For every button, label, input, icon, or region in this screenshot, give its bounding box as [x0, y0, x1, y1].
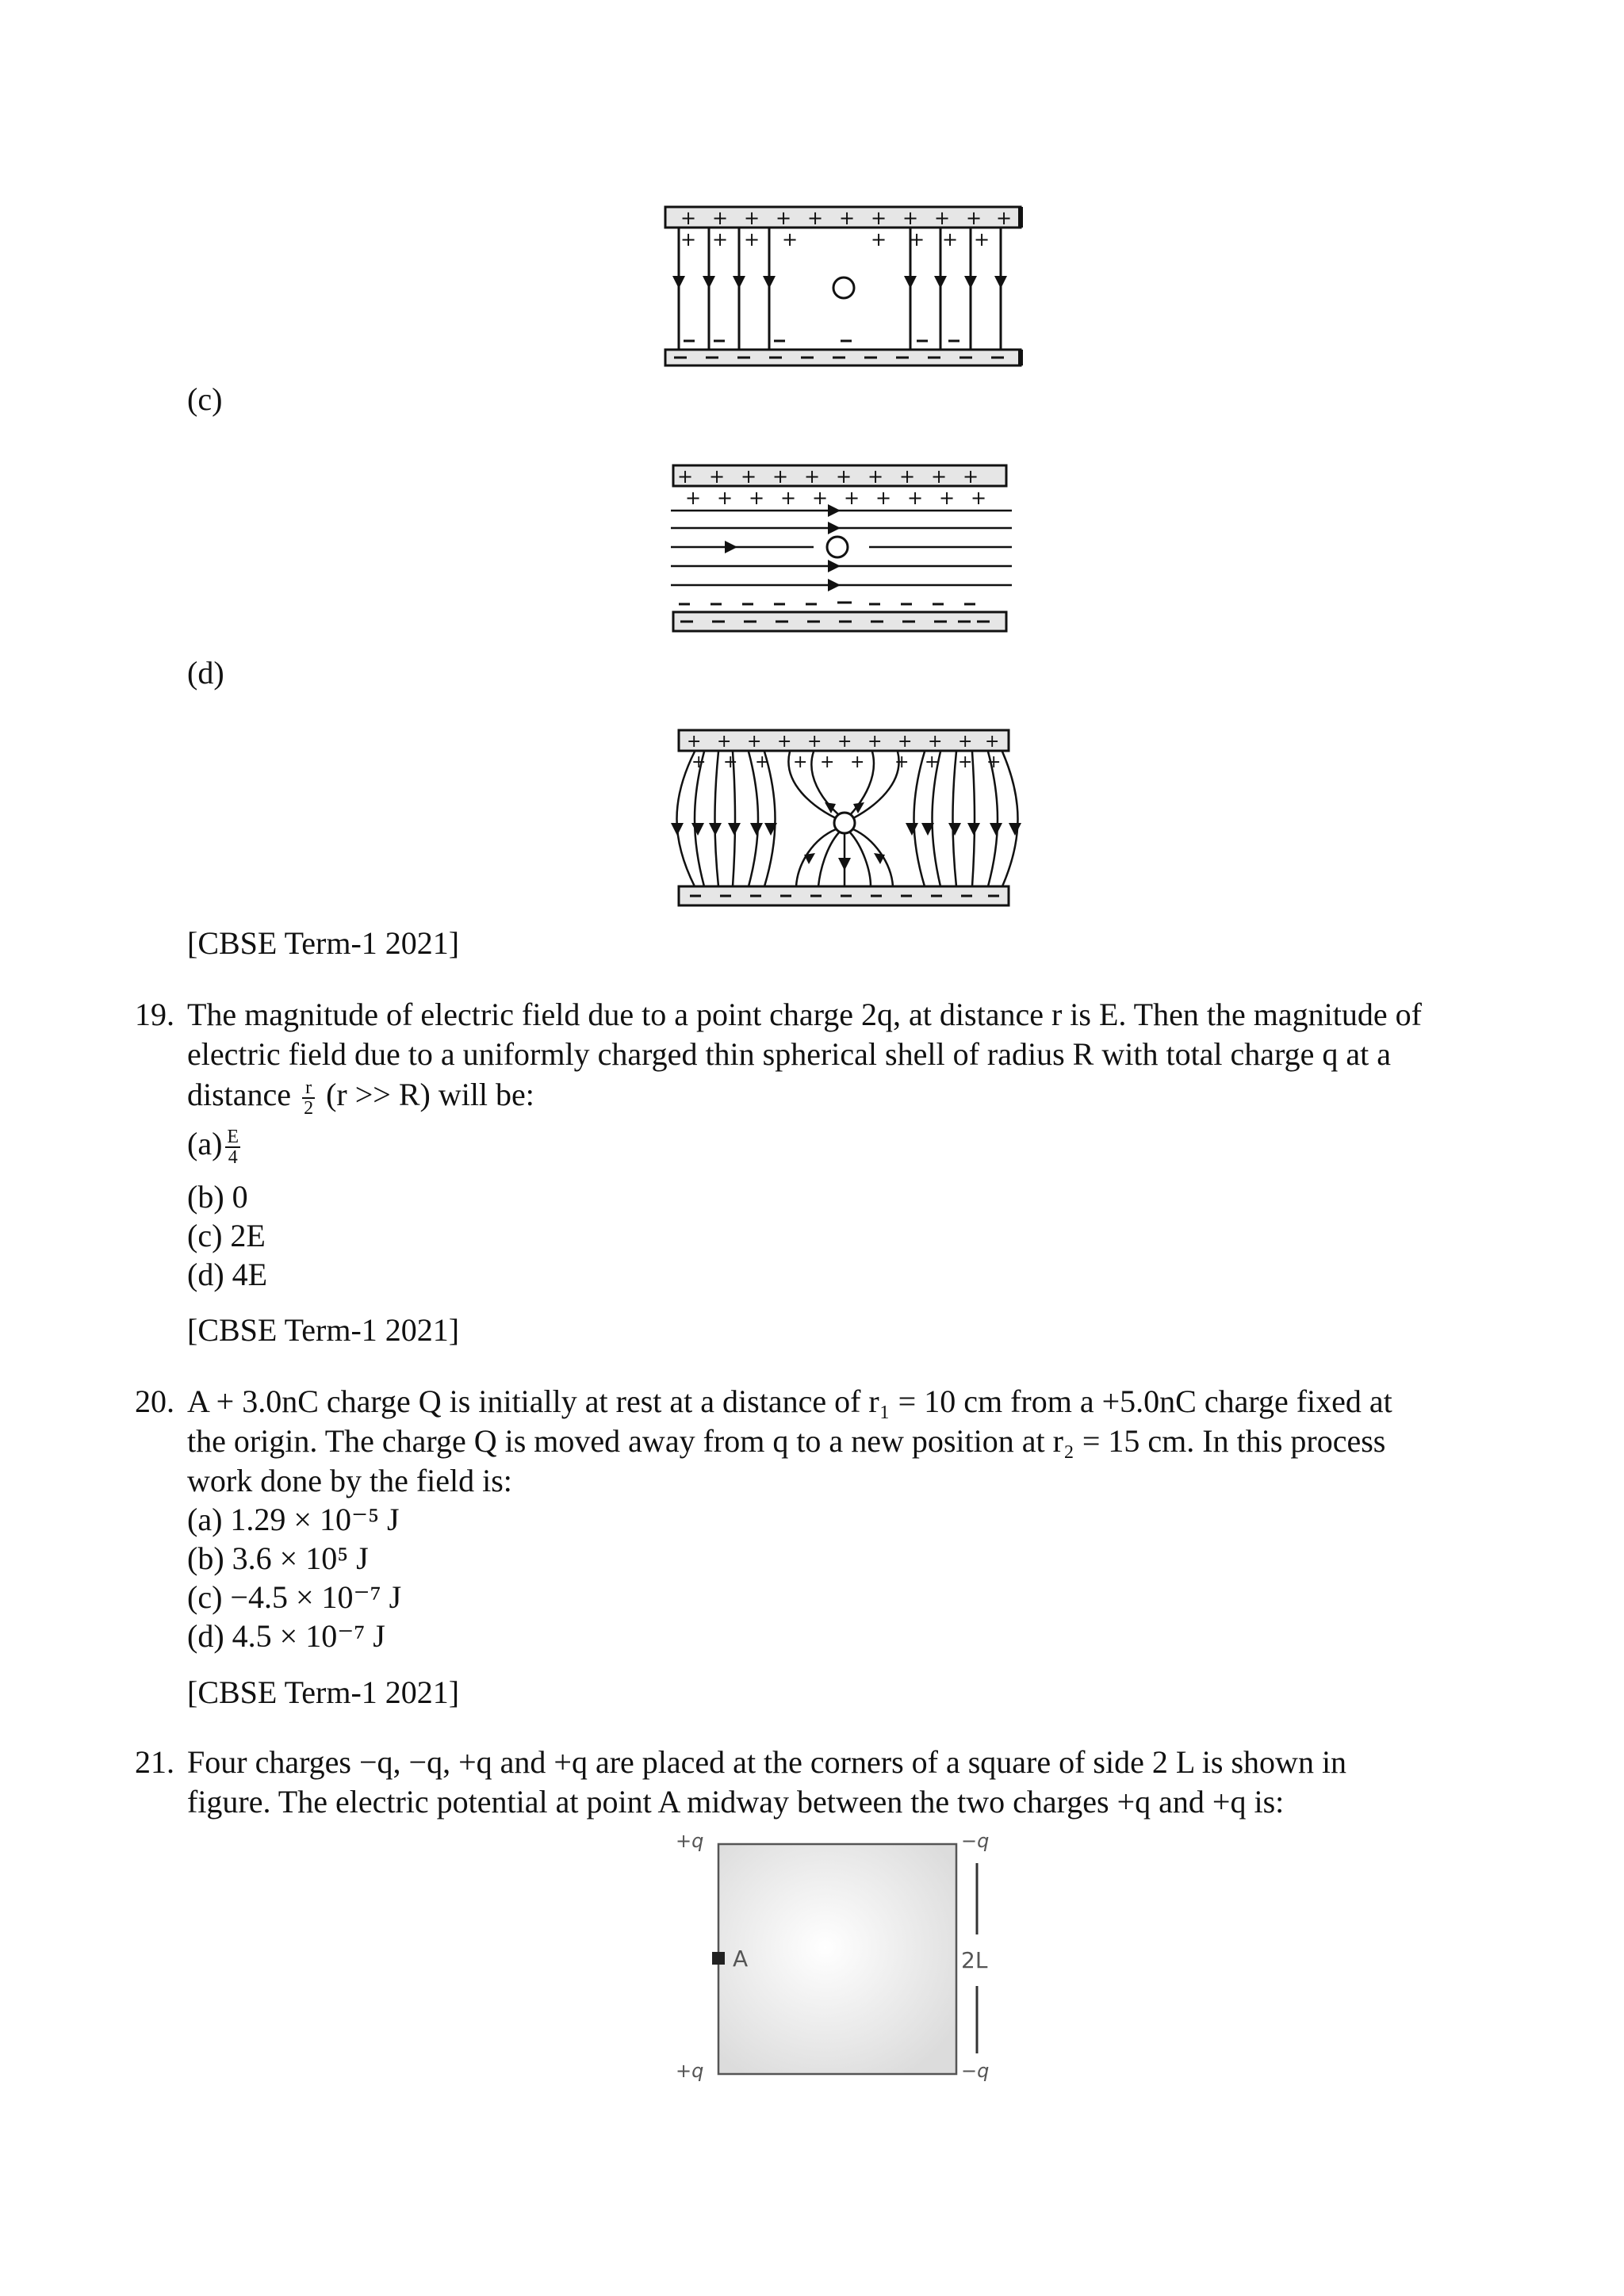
q19-option-d[interactable]: (d) 4E	[187, 1257, 268, 1292]
svg-text:+: +	[871, 228, 887, 251]
svg-text:+: +	[898, 732, 913, 752]
q19-option-b[interactable]: (b) 0	[187, 1179, 248, 1215]
question-21-line-2: figure. The electric potential at point A midway between the two charges +q and +q is:	[187, 1784, 1285, 1820]
svg-text:+: +	[782, 228, 799, 251]
svg-text:+: +	[902, 207, 919, 229]
figure-square-charges	[666, 1823, 1015, 2085]
svg-text:+: +	[741, 465, 757, 488]
question-19-line-2: electric field due to a uniformly charged thin spherical shell of radius R with total charge q at a	[187, 1036, 1392, 1072]
q19-fraction-denominator: 2	[304, 1097, 314, 1119]
svg-text:+: +	[804, 465, 821, 488]
question-19-number: 19.	[135, 997, 174, 1032]
svg-text:+: +	[717, 732, 732, 752]
q19-fraction-numerator: r	[302, 1078, 315, 1099]
q19-condition: (r >> R) will be:	[326, 1077, 534, 1112]
svg-text:+: +	[837, 732, 852, 752]
question-20-line-1: A + 3.0nC charge Q is initially at rest at a distance of r₁ = 10 cm from a +5.0nC charge fixed at	[187, 1383, 1392, 1419]
svg-text:+: +	[680, 228, 697, 251]
svg-text:+: +	[685, 487, 702, 509]
svg-text:+: +	[747, 732, 762, 752]
figure-option-d-plates	[663, 728, 1028, 910]
figure-option-c-plates	[671, 463, 1012, 637]
svg-text:+: +	[986, 752, 1002, 772]
svg-text:+: +	[709, 465, 726, 488]
svg-text:+: +	[875, 487, 892, 509]
question-21-number: 21.	[135, 1744, 174, 1780]
point-a-marker	[712, 1952, 725, 1965]
svg-text:+: +	[776, 207, 792, 229]
source-tag-q19: [CBSE Term-1 2021]	[187, 1312, 460, 1348]
question-20-line-3: work done by the field is:	[187, 1463, 512, 1498]
svg-text:+: +	[909, 228, 925, 251]
source-tag-q20: [CBSE Term-1 2021]	[187, 1674, 460, 1710]
svg-text:+: +	[958, 732, 973, 752]
q19-option-c[interactable]: (c) 2E	[187, 1218, 266, 1253]
svg-text:+: +	[928, 732, 943, 752]
question-21-line-1: Four charges −q, −q, +q and +q are placed at the corners of a square of side 2 L is shown in	[187, 1744, 1347, 1780]
svg-text:+: +	[780, 487, 797, 509]
q19-distance-word: distance	[187, 1077, 292, 1112]
q20-option-b[interactable]: (b) 3.6 × 10⁵ J	[187, 1540, 369, 1576]
q19-option-a[interactable]	[187, 1124, 243, 1167]
svg-text:+: +	[807, 732, 822, 752]
svg-text:+: +	[820, 752, 835, 772]
point-a-label: A	[733, 1946, 749, 1972]
svg-text:+: +	[966, 207, 982, 229]
q19-option-a-numerator: E	[227, 1126, 239, 1147]
q19-distance-fraction	[302, 1078, 315, 1118]
svg-text:+: +	[839, 207, 856, 229]
source-tag-q18: [CBSE Term-1 2021]	[187, 925, 460, 961]
svg-text:+: +	[934, 207, 951, 229]
svg-text:+: +	[996, 207, 1013, 229]
svg-text:+: +	[691, 752, 707, 772]
svg-text:+: +	[772, 465, 789, 488]
svg-text:+: +	[850, 752, 865, 772]
svg-text:+: +	[717, 487, 733, 509]
q20-option-c[interactable]: (c) −4.5 × 10⁻⁷ J	[187, 1579, 402, 1615]
svg-text:+: +	[687, 732, 702, 752]
svg-text:+: +	[894, 752, 910, 772]
svg-text:+: +	[868, 465, 884, 488]
svg-text:+: +	[931, 465, 948, 488]
charge-bottom-left: +q	[676, 2060, 704, 2082]
svg-text:+: +	[971, 487, 987, 509]
question-20-line-2: the origin. The charge Q is moved away from q to a new position at r₂ = 15 cm. In this process	[187, 1423, 1386, 1459]
option-d-label: (d)	[187, 655, 224, 691]
svg-text:+: +	[836, 465, 852, 488]
charge-bottom-right: −q	[961, 2060, 990, 2082]
svg-text:+: +	[985, 732, 1000, 752]
svg-text:+: +	[812, 487, 829, 509]
svg-text:+: +	[939, 487, 956, 509]
svg-text:+: +	[749, 487, 765, 509]
svg-text:+: +	[807, 207, 824, 229]
svg-text:+: +	[844, 487, 860, 509]
charge-top-right: −q	[961, 1830, 990, 1852]
svg-text:+: +	[942, 228, 959, 251]
q20-option-d[interactable]: (d) 4.5 × 10⁻⁷ J	[187, 1618, 385, 1654]
svg-text:+: +	[963, 465, 979, 488]
svg-text:+: +	[777, 732, 792, 752]
question-19-line-1: The magnitude of electric field due to a point charge 2q, at distance r is E. Then the magnitude of	[187, 997, 1422, 1032]
option-c-label: (c)	[187, 381, 223, 417]
svg-text:+: +	[793, 752, 808, 772]
svg-text:+: +	[974, 228, 990, 251]
svg-text:+: +	[744, 228, 760, 251]
svg-text:+: +	[925, 752, 940, 772]
svg-text:+: +	[899, 465, 916, 488]
svg-text:+: +	[677, 465, 694, 488]
q19-option-a-label: (a)	[187, 1126, 223, 1161]
figure-option-b-plates	[663, 205, 1028, 371]
question-20-number: 20.	[135, 1383, 174, 1419]
charge-top-left: +q	[676, 1830, 704, 1852]
q20-option-a[interactable]: (a) 1.29 × 10⁻⁵ J	[187, 1502, 400, 1537]
svg-text:+: +	[723, 752, 738, 772]
svg-text:+: +	[907, 487, 924, 509]
svg-text:+: +	[958, 752, 973, 772]
svg-text:+: +	[871, 207, 887, 229]
svg-text:+: +	[712, 207, 729, 229]
q19-option-a-fraction	[225, 1127, 240, 1167]
svg-text:+: +	[744, 207, 760, 229]
svg-text:+: +	[680, 207, 697, 229]
side-length-label: 2L	[961, 1947, 988, 1973]
svg-text:+: +	[712, 228, 729, 251]
question-19-line-3	[187, 1075, 534, 1118]
svg-text:+: +	[868, 732, 883, 752]
svg-text:+: +	[755, 752, 770, 772]
q19-option-a-denominator: 4	[228, 1146, 238, 1168]
